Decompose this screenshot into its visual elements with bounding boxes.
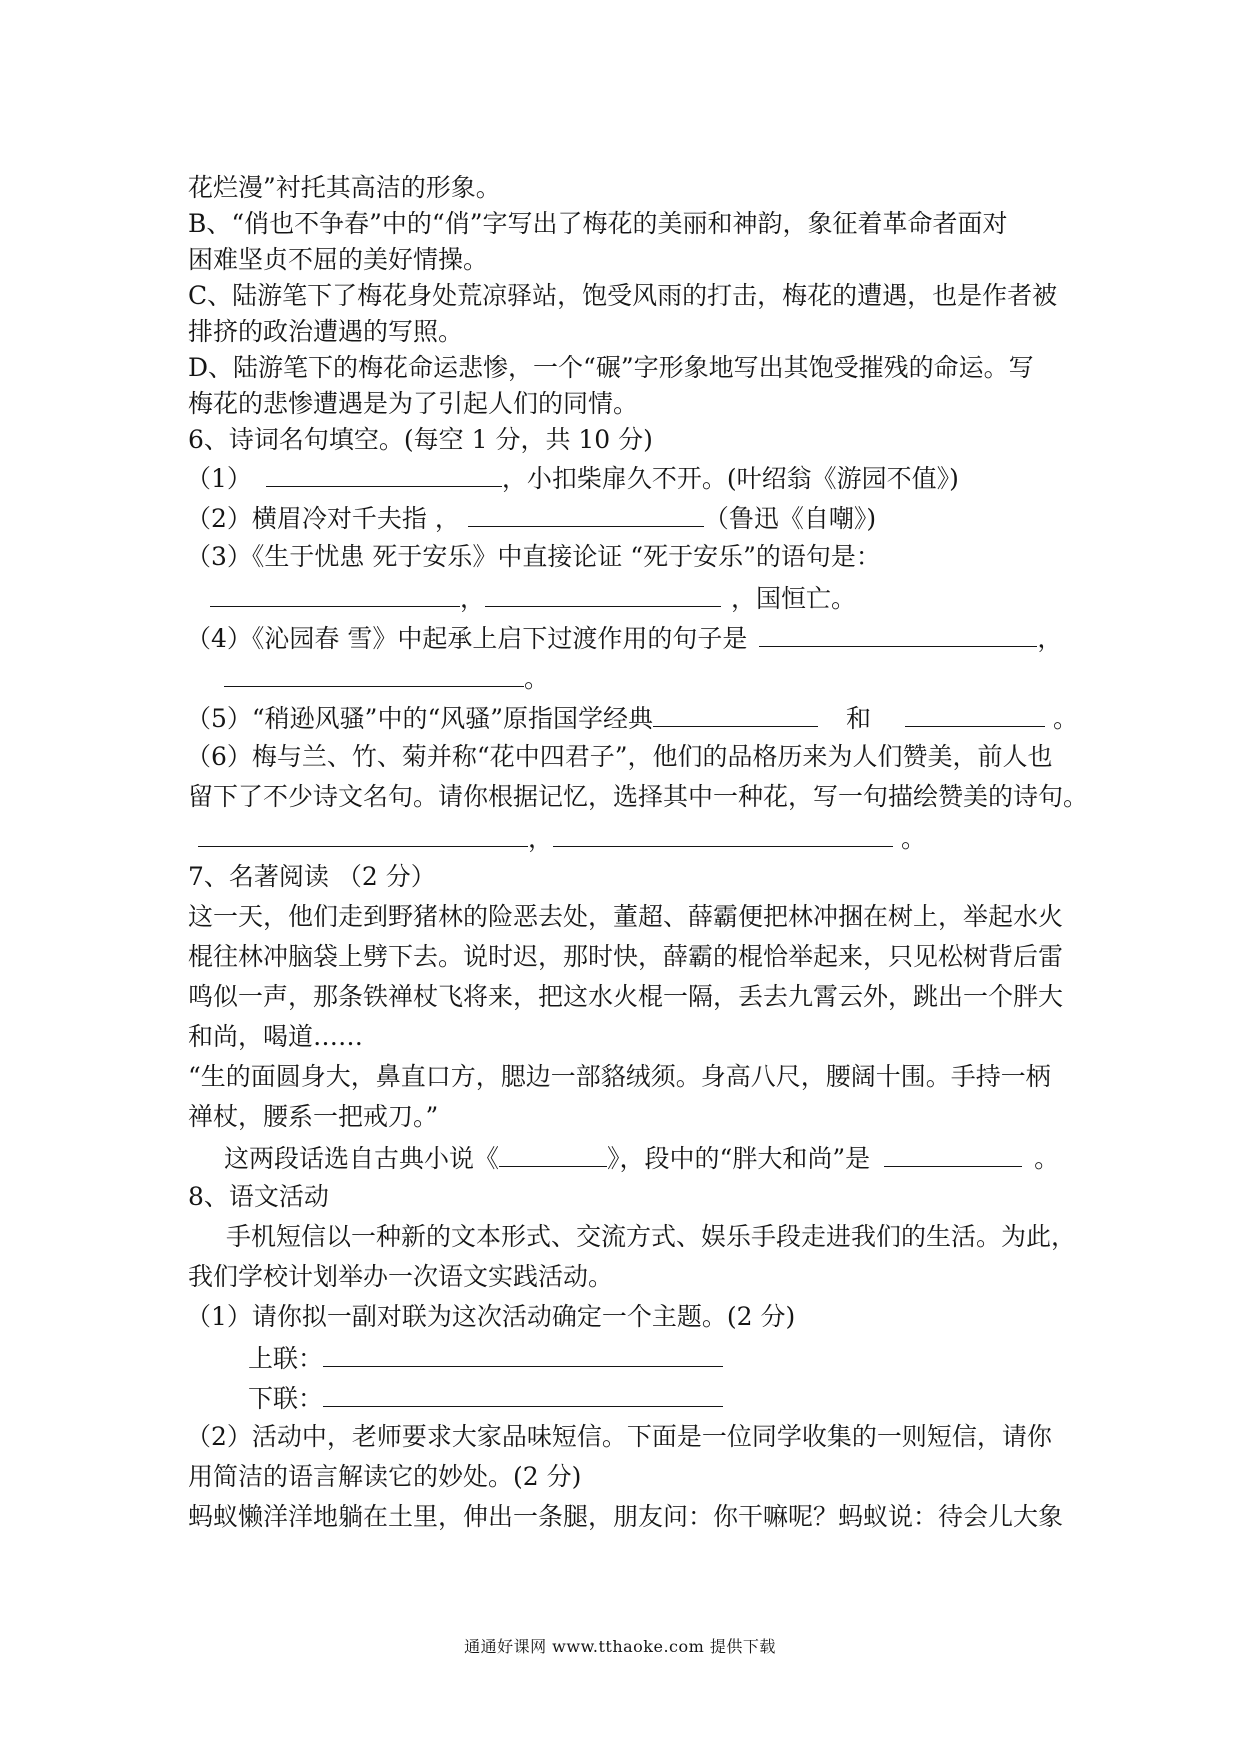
q6-item3-separator: ， bbox=[460, 584, 486, 613]
q6-item5 bbox=[186, 704, 1078, 731]
q7-question bbox=[224, 1144, 1059, 1171]
q7-book-blank[interactable] bbox=[499, 1144, 607, 1167]
q5-option-b-line1: B、“俏也不争春”中的“俏”字写出了梅花的美丽和神韵，象征着革命者面对 bbox=[188, 209, 1008, 238]
q6-item4-blank-2[interactable] bbox=[224, 664, 524, 687]
q7-passage-line4: 和尚，喝道…… bbox=[188, 1022, 364, 1051]
q5-option-d-line2: 梅花的悲惨遭遇是为了引起人们的同情。 bbox=[188, 389, 639, 418]
q7-passage-line6: 禅杖，腰系一把戒刀。” bbox=[188, 1102, 439, 1131]
q8-title: 8、语文活动 bbox=[188, 1182, 329, 1211]
q8-upper-couplet bbox=[248, 1344, 723, 1371]
q5-option-d-line1: D、陆游笔下的梅花命运悲惨，一个“碾”字形象地写出其饱受摧残的命运。写 bbox=[188, 353, 1034, 382]
q7-passage-line1: 这一天，他们走到野猪林的险恶去处，董超、薛霸便把林冲捆在树上，举起水火 bbox=[188, 902, 1064, 931]
q8-lower-blank[interactable] bbox=[323, 1384, 723, 1407]
q6-item1-blank[interactable] bbox=[266, 464, 502, 487]
q8-sub2-line2: 用简洁的语言解读它的妙处。(2 分) bbox=[188, 1462, 582, 1491]
q7-book-close: 》 bbox=[607, 1144, 620, 1173]
q6-item1-number: （1） bbox=[186, 464, 252, 493]
q6-item4-end: 。 bbox=[524, 664, 550, 693]
q6-item3-answer-line bbox=[210, 584, 856, 611]
q7-question-mid: ，段中的“胖大和尚”是 bbox=[619, 1144, 871, 1173]
q5-option-a-tail: 花烂漫”衬托其高洁的形象。 bbox=[188, 173, 501, 202]
q6-item5-text: （5）“稍逊风骚”中的“风骚”原指国学经典 bbox=[186, 704, 654, 733]
q8-upper-label: 上联： bbox=[248, 1344, 324, 1373]
q7-title: 7、名著阅读 （2 分） bbox=[188, 862, 436, 891]
q6-item4 bbox=[186, 624, 1062, 651]
q6-item3: （3）《生于忧患 死于安乐》中直接论证 “死于安乐”的语句是： bbox=[186, 542, 881, 571]
q7-passage-line2: 棍往林冲脑袋上劈下去。说时迟，那时快，薛霸的棍恰举起来，只见松树背后雷 bbox=[188, 942, 1064, 971]
q6-item6-comma: ， bbox=[528, 824, 554, 853]
q8-intro-line1: 手机短信以一种新的文本形式、交流方式、娱乐手段走进我们的生活。为此， bbox=[226, 1222, 1077, 1251]
q6-item2 bbox=[186, 504, 876, 531]
q5-option-c-line1: C、陆游笔下了梅花身处荒凉驿站，饱受风雨的打击，梅花的遭遇，也是作者被 bbox=[188, 281, 1058, 310]
q6-item5-blank-2[interactable] bbox=[905, 704, 1045, 727]
q6-item4-text: （4）《沁园春 雪》中起承上启下过渡作用的句子是 bbox=[186, 624, 748, 653]
q6-item3-end: ，国恒亡。 bbox=[731, 584, 857, 613]
q6-item2-source: （鲁迅《自嘲》) bbox=[703, 504, 877, 533]
q6-item6-blank-1[interactable] bbox=[198, 824, 528, 847]
q5-option-c-line2: 排挤的政治遭遇的写照。 bbox=[188, 317, 464, 346]
q6-item6-line1: （6）梅与兰、竹、菊并称“花中四君子”，他们的品格历来为人们赞美，前人也 bbox=[186, 742, 1053, 771]
q6-item5-end: 。 bbox=[1053, 704, 1079, 733]
q6-item1-text: ，小扣柴扉久不开。(叶绍翁《游园不值》) bbox=[501, 464, 959, 493]
q6-item2-text: （2）横眉冷对千夫指 ， bbox=[186, 504, 460, 533]
q8-upper-blank[interactable] bbox=[323, 1344, 723, 1367]
q7-question-end: 。 bbox=[1034, 1144, 1060, 1173]
q6-item1 bbox=[186, 464, 959, 491]
q8-sub1: （1）请你拟一副对联为这次活动确定一个主题。(2 分) bbox=[186, 1302, 796, 1331]
q7-question-prefix: 这两段话选自古典小说 bbox=[224, 1144, 475, 1173]
q6-item6-line2: 留下了不少诗文名句。请你根据记忆，选择其中一种花，写一句描绘赞美的诗句。 bbox=[188, 782, 1089, 811]
q7-passage-line3: 鸣似一声，那条铁禅杖飞将来，把这水火棍一隔，丢去九霄云外，跳出一个胖大 bbox=[188, 982, 1064, 1011]
q6-item6-end: 。 bbox=[901, 824, 927, 853]
q6-item4-blank-1[interactable] bbox=[759, 624, 1037, 647]
q8-sms-text: 蚂蚁懒洋洋地躺在土里，伸出一条腿，朋友问：你干嘛呢？蚂蚁说：待会儿大象 bbox=[188, 1502, 1064, 1531]
q8-lower-label: 下联： bbox=[248, 1384, 324, 1413]
q6-item4-comma: ， bbox=[1037, 624, 1063, 653]
q6-item6-answer-line bbox=[198, 824, 926, 851]
q7-monk-blank[interactable] bbox=[884, 1144, 1022, 1167]
q6-item2-blank[interactable] bbox=[468, 504, 704, 527]
q6-item3-blank-1[interactable] bbox=[210, 584, 460, 607]
q5-option-b-line2: 困难坚贞不屈的美好情操。 bbox=[188, 245, 489, 274]
q6-item6-blank-2[interactable] bbox=[553, 824, 893, 847]
q8-intro-line2: 我们学校计划举办一次语文实践活动。 bbox=[188, 1262, 614, 1291]
q6-item3-blank-2[interactable] bbox=[485, 584, 721, 607]
q6-title: 6、诗词名句填空。(每空 1 分，共 10 分) bbox=[188, 425, 653, 454]
q7-book-open: 《 bbox=[474, 1144, 500, 1173]
q6-item5-blank-1[interactable] bbox=[653, 704, 818, 727]
page-footer: 通通好课网 www.tthaoke.com 提供下载 bbox=[464, 1637, 776, 1656]
q6-item5-and: 和 bbox=[846, 704, 872, 733]
q7-passage-line5: “生的面圆身大，鼻直口方，腮边一部貉绒须。身高八尺，腰阔十围。手持一柄 bbox=[188, 1062, 1051, 1091]
q8-sub2-line1: （2）活动中，老师要求大家品味短信。下面是一位同学收集的一则短信，请你 bbox=[186, 1422, 1052, 1451]
q8-lower-couplet bbox=[248, 1384, 723, 1411]
q6-item4-line2 bbox=[224, 664, 549, 691]
